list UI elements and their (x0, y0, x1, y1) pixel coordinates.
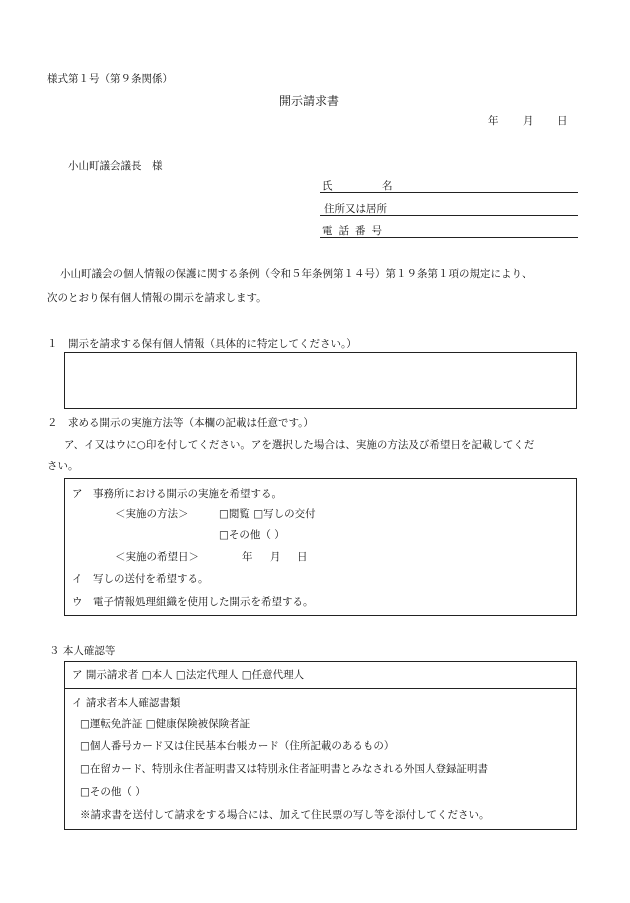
section3-heading: ３ 本人確認等 (49, 645, 116, 657)
applicant-name-label-2: 名 (382, 180, 393, 192)
option-a[interactable]: ア 事務所における開示の実施を希望する。 (72, 488, 282, 500)
desired-date-year: 年 (242, 551, 253, 563)
section2-note-line-1: ア、イ又はウに○印を付してください。アを選択した場合は、実施の方法及び希望日を記載してくだ (64, 439, 535, 451)
id-document-3[interactable]: □在留カード、特別永住者証明書又は特別永住者証明書とみなされる外国人登録証明書 (80, 763, 488, 775)
applicant-phone-label: 電話番号 (322, 225, 388, 237)
applicant-name-field[interactable] (320, 192, 578, 193)
section2-note-line-2: さい。 (47, 460, 79, 472)
requested-info-box[interactable] (64, 352, 577, 409)
date-month-label: 月 (523, 115, 534, 127)
method-choice-2[interactable]: □その他（ ） (219, 529, 285, 541)
option-u[interactable]: ウ 電子情報処理組織を使用した開示を希望する。 (72, 596, 314, 608)
desired-date-month: 月 (270, 551, 281, 563)
addressee: 小山町議会議長 様 (68, 160, 163, 172)
applicant-name-label-1: 氏 (322, 180, 333, 192)
form-number: 様式第１号（第９条関係） (47, 73, 173, 85)
section2-heading: ２ 求める開示の実施方法等（本欄の記載は任意です。） (47, 417, 314, 429)
intro-line-2: 次のとおり保有個人情報の開示を請求します。 (47, 292, 267, 304)
desired-date-label: ＜実施の希望日＞ (115, 551, 199, 563)
method-choice-1[interactable]: □閲覧 □写しの交付 (219, 508, 316, 520)
desired-date-day: 日 (297, 551, 308, 563)
id-documents-heading: イ 請求者本人確認書類 (72, 697, 181, 709)
id-document-1[interactable]: □運転免許証 □健康保険被保険者証 (80, 718, 251, 730)
id-document-4[interactable]: □その他（ ） (80, 786, 146, 798)
date-day-label: 日 (557, 115, 568, 127)
option-i[interactable]: イ 写しの送付を希望する。 (72, 573, 209, 585)
identity-box-divider (64, 688, 577, 689)
mailing-note: ※請求書を送付して請求をする場合には、加えて住民票の写し等を添付してください。 (80, 809, 490, 821)
intro-line-1: 小山町議会の個人情報の保護に関する条例（令和５年条例第１４号）第１９条第１項の規定により、 (60, 268, 533, 280)
applicant-address-label: 住所又は居所 (324, 203, 387, 215)
applicant-phone-field[interactable] (320, 237, 578, 238)
id-document-2[interactable]: □個人番号カード又は住民基本台帳カード（住所記載のあるもの） (80, 740, 395, 752)
requester-type-row[interactable]: ア 開示請求者 □本人 □法定代理人 □任意代理人 (72, 669, 305, 681)
page-title: 開示請求書 (279, 94, 340, 108)
method-label: ＜実施の方法＞ (115, 508, 189, 520)
date-year-label: 年 (488, 115, 499, 127)
applicant-address-field[interactable] (320, 215, 578, 216)
section1-heading: １ 開示を請求する保有個人情報（具体的に特定してください。） (47, 338, 357, 350)
